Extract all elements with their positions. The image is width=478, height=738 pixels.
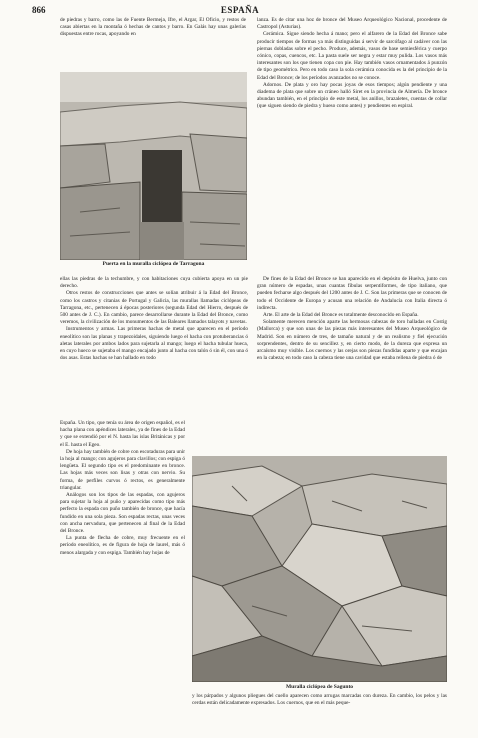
paragraph: Otros restos de construcciones que antes se solían atribuir á la Edad del Bronce, como los castros y citanias de Portugal y Galicia, las murallas llamadas ciclópeas de Tarragona, etc., pertenecen á épocas posteriores (segunda Edad del Hierro, después de 500 antes de J. C.). En cambio, parece desarrollarse durante la Edad del Bronce, como veremos, la civilización de los monumentos de las Baleares llamados talayots y navetas. <box>60 290 248 326</box>
photo-sagunto-drawing <box>192 456 447 682</box>
paragraph: Cerámica. Sigue siendo hecha á mano; pero el alfarero de la Edad del Bronce sabe producir tiempos de formas ya más distinguidas á servir de sarcófago al cadáver con las piernas dobladas sobre el pecho. Produce, además, vasos de base semiesférica y cuerpo cónico, copas, cuencos, etc. La pasta suele ser negra y estar muy pulida. Los vasos más interesantes son los que tienen copa con pie. Hay también vasos ornamentados á punzón de tipo geométrico. Pero en todo caso la sola cerámica conocida es la del principio de la Edad del Bronce; de los períodos avanzados no se conoce. <box>257 31 447 81</box>
running-title: ESPAÑA <box>220 5 260 15</box>
caption-tarragona: Puerta en la muralla ciclópea de Tarragona <box>102 261 205 267</box>
paragraph: lanza. Es de citar una hoz de bronce del Museo Arqueológico Nacional, procedente de Castropol (Asturias). <box>257 17 447 31</box>
paragraph: De fines de la Edad del Bronce se han aparecido en el depósito de Huelva, junto con gran número de espadas, unas cuantas fíbulas serpentiformes, de tipo italiano, que pueden fecharse algo después del 1200 antes de J. C. Son las primeras que se conocen de todo el Occidente de Europa y acusan una relación de Andalucía con Italia directa ó indirecta. <box>257 276 447 311</box>
photo-tarragona-drawing <box>60 72 247 260</box>
paragraph: ellas las piedras de la techumbre, y con habitaciones cuya cubierta apoya en un pie derecho. <box>60 276 248 290</box>
paragraph: de piedras y barro, como las de Fuente Bermeja, Ifre, el Argar, El Oficio, y restos de casas abiertas en la montaña ó hechas de cantos y barro. En Galás hay unas galerías dispuestas entre rocas, apoyando en <box>60 17 246 38</box>
text-column-mid-right <box>257 276 447 446</box>
text-column-mid-left <box>60 276 248 418</box>
paragraph: La punta de flecha de cobre, muy frecuente en el período eneolítico, es de figura de hoja de laurel, más ó menos alargada y con espiga. También hay hojas de <box>60 535 185 556</box>
photo-tarragona-gate <box>60 72 247 260</box>
paragraph: España. Un tipo, que tenía su área de origen español, es el hacha plana con apéndices laterales, ya de fines de la Edad y que se extendió por el N. hasta las islas Británicas y por el E. hasta el Egeo. <box>60 420 185 448</box>
paragraph: Análogos son los tipos de las espadas, con agujeros para sujetar la hoja al puño y aparecidas como tipo más perfecto la espada con puño también de bronce, que hacía fundido en una sola pieza. Son espadas rectas, unas veces con ancha nervadura, que pertenecen al final de la Edad del Bronce. <box>60 492 185 535</box>
paragraph: De hoja hay también de cobre con escotaduras para unir la hoja al mango; con agujeros para clavillos; con espiga ó lengüeta. El segundo tipo es el predominante en bronce. Las hojas más veces son lisas y otras con nervio. Su forma, de perfiles curvos ó rectos, es generalmente triangular. <box>60 448 185 491</box>
text-column-top-right <box>257 17 447 275</box>
paragraph: Arte. El arte de la Edad del Bronce es totalmente desconocido en España. <box>263 312 419 319</box>
page-header <box>32 4 448 16</box>
paragraph: y los párpados y algunos pliegues del cuello aparecen como arrugas marcadas con dureza. En cambio, los pelos y las cerdas están delicadamente expresados. Los cuernos, que en el más peque- <box>192 693 447 707</box>
text-column-bottom-right <box>192 693 447 729</box>
page-number: 866 <box>32 5 46 15</box>
paragraph: Solamente merecen mención aparte las hermosas cabezas de toro halladas en Costig (Mallorca) y que son unas de las piezas más interesantes del Museo Arqueológico de Madrid. Son en número de tres, de tamaño natural y de un realismo y fiel ejecución sorprendentes, dentro de su sencillez y, en cierto modo, de la dureza que expresa un arcaísmo muy visible. Los cuernos y las orejas son piezas fundidas aparte y que encajan en la cabeza; en todo caso la cabeza tiene una cavidad que estaba rellena de piedra ó de <box>257 319 447 362</box>
paragraph: Instrumentos y armas. Las primeras hachas de metal que aparecen en el período eneolítico son las planas y trapezoidales, siguiendo luego el hacha con protuberancias ó aletas laterales por ambos lados para sujetarla al mango; luego el hacha tubular hueca, en cuyo hueco se sujetaba el mango encajado junto al hacha con talón ó sin él, con una ó dos asas. Estas hachas se han hallado en todo <box>60 326 248 362</box>
photo-sagunto-wall <box>192 456 447 682</box>
caption-sagunto: Muralla ciclópea de Sagunto <box>285 684 354 690</box>
paragraph: Adornos. De plata y oro hay pocas joyas de esos tiempos; algún pendiente y una diadema de plata que sobre un cráneo halló Siret en la provincia de Almería. De bronce abundan también, en el principio de este metal, los anillos, brazaletes, cuentas de collar (que siguen siendo de piedra y hueso como antes) y pendientes en espiral. <box>257 81 447 110</box>
text-column-bottom-left <box>60 420 185 720</box>
text-column-top-left <box>60 17 246 69</box>
